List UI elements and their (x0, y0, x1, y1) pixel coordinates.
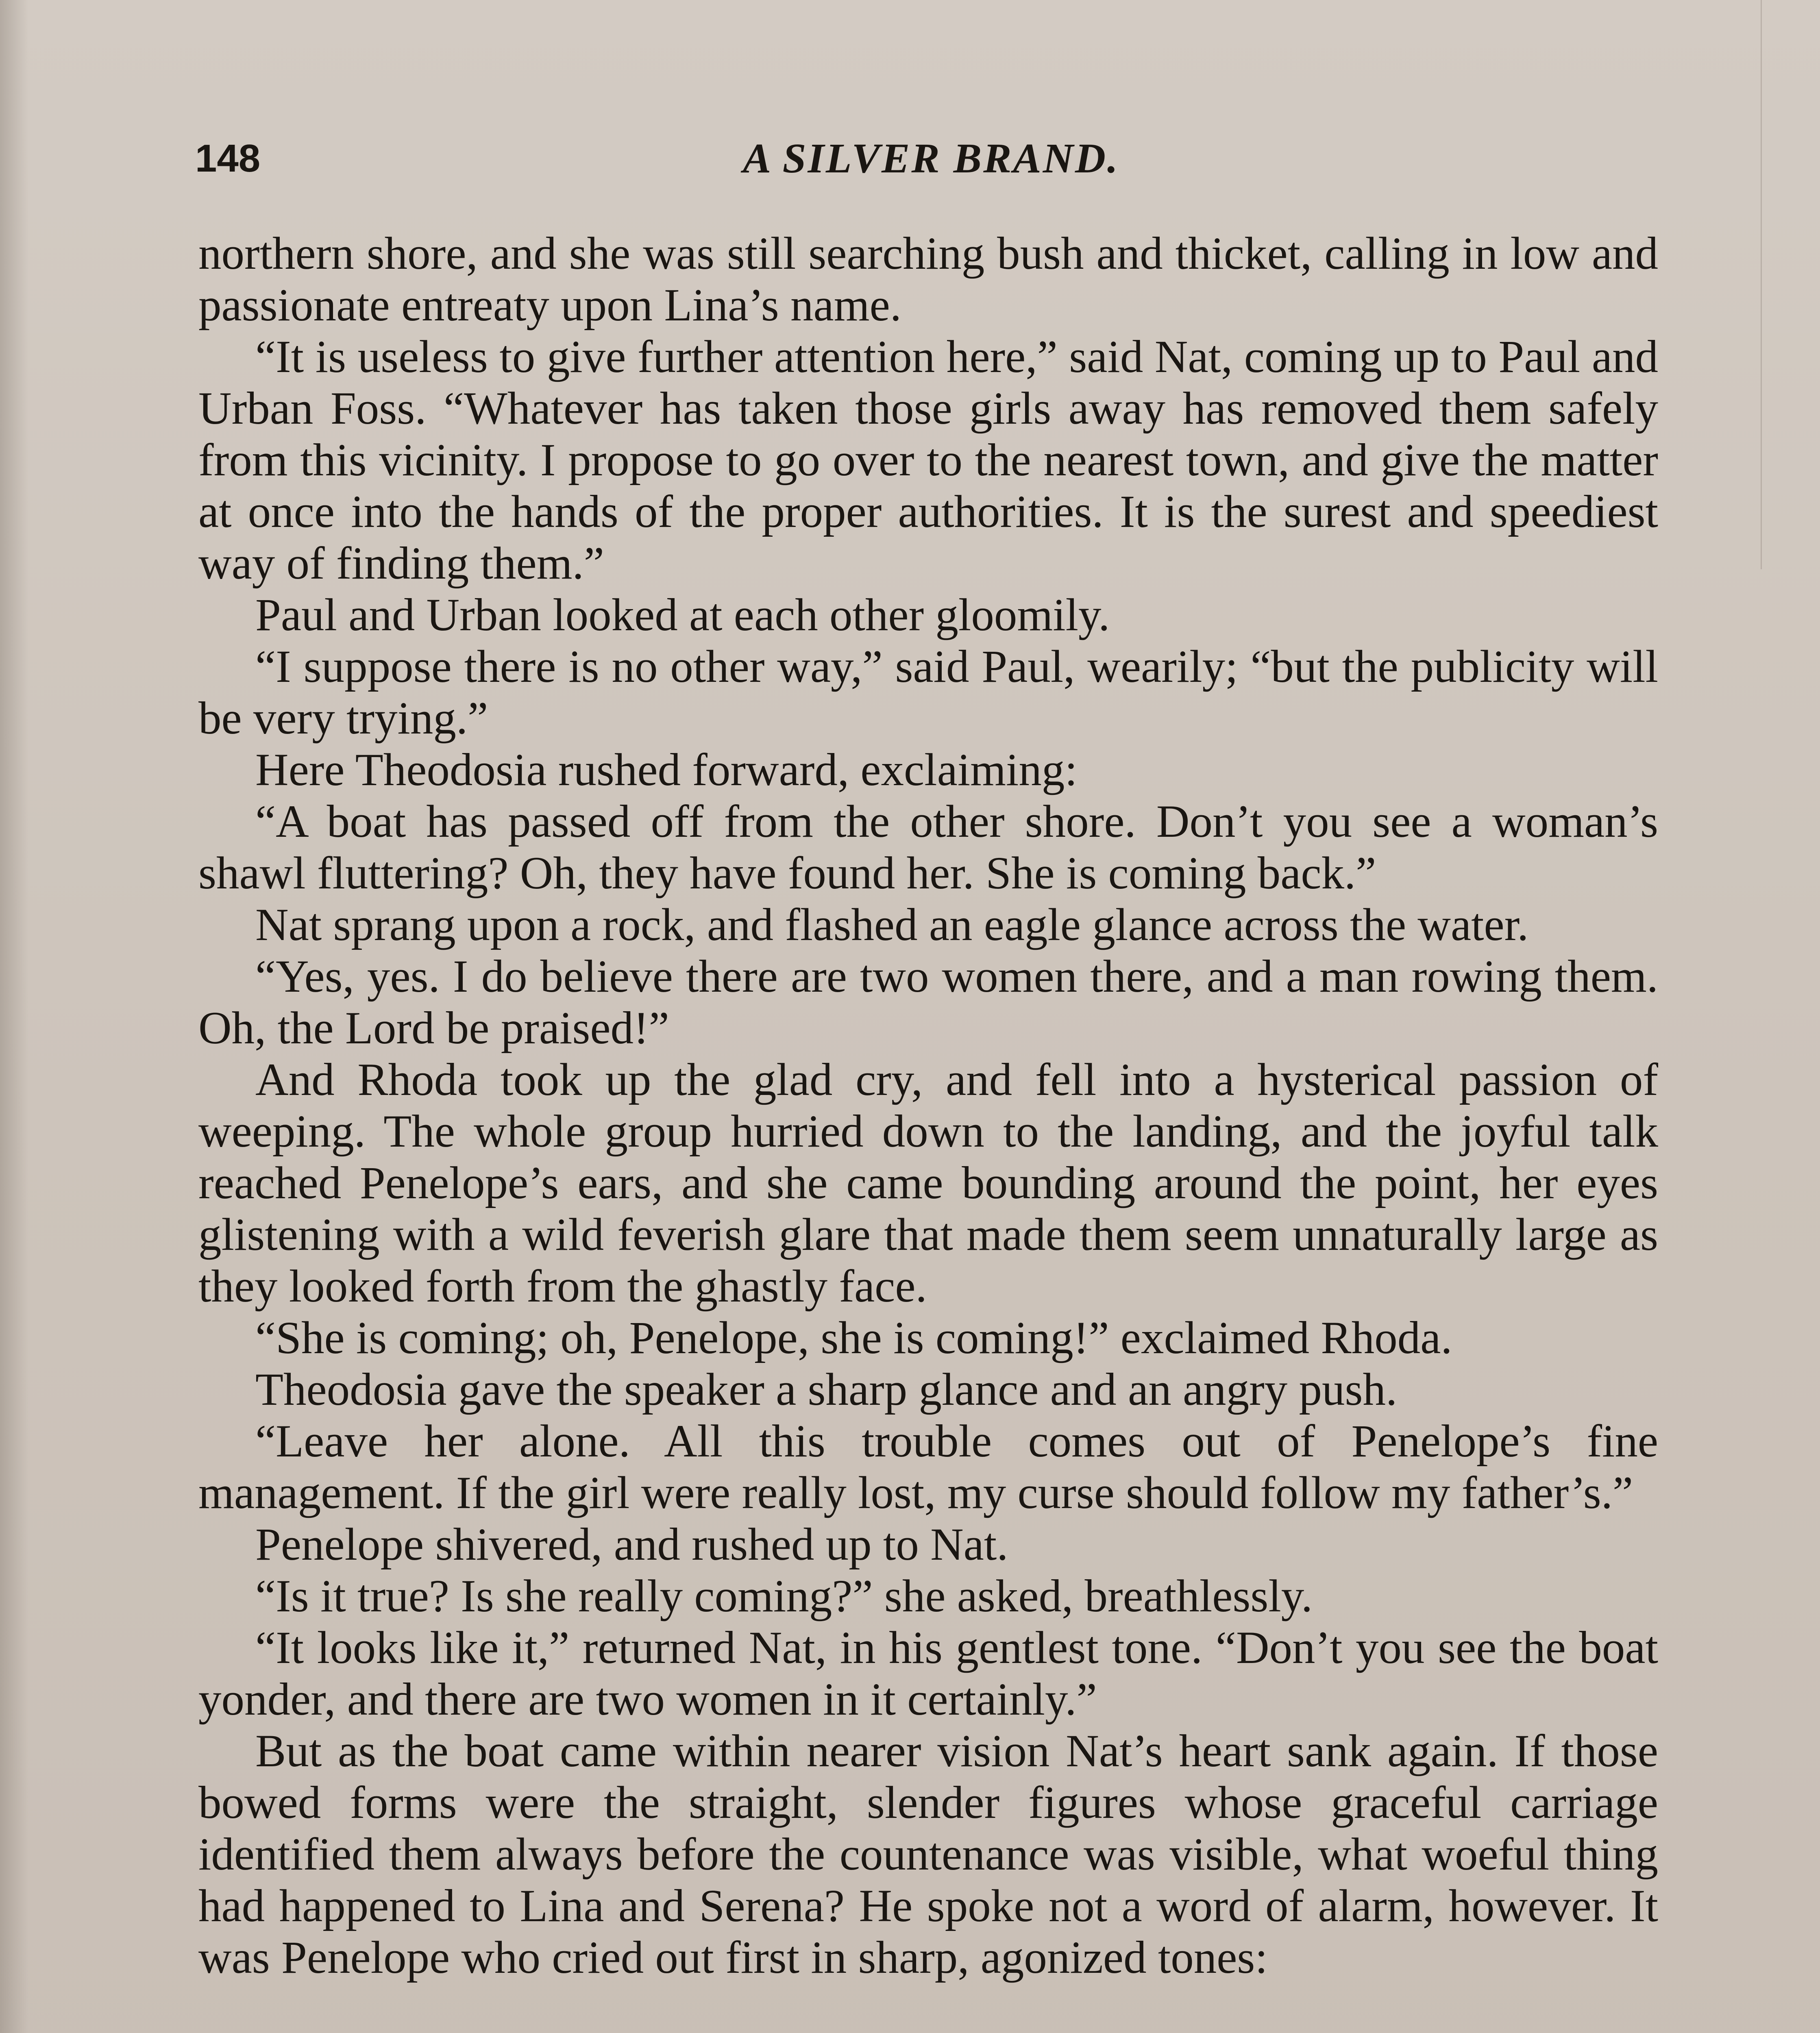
paragraph: Theodosia gave the speaker a sharp glance and an angry push. (255, 1364, 1398, 1415)
paragraph: But as the boat came within nearer vision Nat’s heart sank again. If those bowed forms were the straight, slender figures whose graceful carriage identified them always before the countenance was visible, what woeful thing had happened to Lina and Serena? He spoke not a word of alarm, however. It was Penelope who cried out first in sharp, agonized tones: (198, 1726, 1658, 1983)
paragraph: “Is it true? Is she really coming?” she asked, breathlessly. (255, 1571, 1313, 1622)
paragraph: “She is coming; oh, Penelope, she is coming!” exclaimed Rhoda. (255, 1313, 1452, 1363)
paragraph: Penelope shivered, and rushed up to Nat. (255, 1519, 1008, 1570)
body-text (198, 228, 1658, 1983)
page-number: 148 (195, 137, 261, 180)
page-crease (1761, 0, 1762, 569)
paragraph: “It looks like it,” returned Nat, in his gentlest tone. “Don’t you see the boat yonder, and there are two women in it certainly.” (198, 1622, 1658, 1725)
paragraph: northern shore, and she was still searching bush and thicket, calling in low and passionate entreaty upon Lina’s name. (198, 228, 1658, 331)
paragraph: Nat sprang upon a rock, and flashed an eagle glance across the water. (255, 899, 1529, 950)
paragraph: And Rhoda took up the glad cry, and fell into a hysterical passion of weeping. The whole group hurried down to the landing, and the joyful talk reached Penelope’s ears, and she came bounding around the point, her eyes glistening with a wild feverish glare that made them seem unnaturally large as they looked forth from the ghastly face. (198, 1054, 1658, 1312)
paragraph: “Leave her alone. All this trouble comes out of Penelope’s fine management. If the girl were really lost, my curse should follow my father’s.” (198, 1416, 1658, 1518)
paragraph: “I suppose there is no other way,” said Paul, wearily; “but the publicity will be very trying.” (198, 641, 1658, 744)
paragraph: “A boat has passed off from the other shore. Don’t you see a woman’s shawl fluttering? Oh, they have found her. She is coming back.” (198, 796, 1658, 899)
paragraph: Paul and Urban looked at each other gloomily. (255, 590, 1110, 640)
paragraph: Here Theodosia rushed forward, exclaiming: (255, 744, 1078, 795)
book-title: A SILVER BRAND. (742, 135, 1120, 182)
paragraph: “It is useless to give further attention here,” said Nat, coming up to Paul and Urban Foss. “Whatever has taken those girls away has removed them safely from this vicinity. I propose to go over to the nearest town, and give the matter at once into the hands of the proper authorities. It is the surest and speediest way of finding them.” (198, 331, 1658, 589)
page-edge-shadow (0, 0, 28, 2033)
running-head (195, 134, 1667, 183)
paragraph: “Yes, yes. I do believe there are two women there, and a man rowing them. Oh, the Lord be praised!” (198, 951, 1658, 1054)
